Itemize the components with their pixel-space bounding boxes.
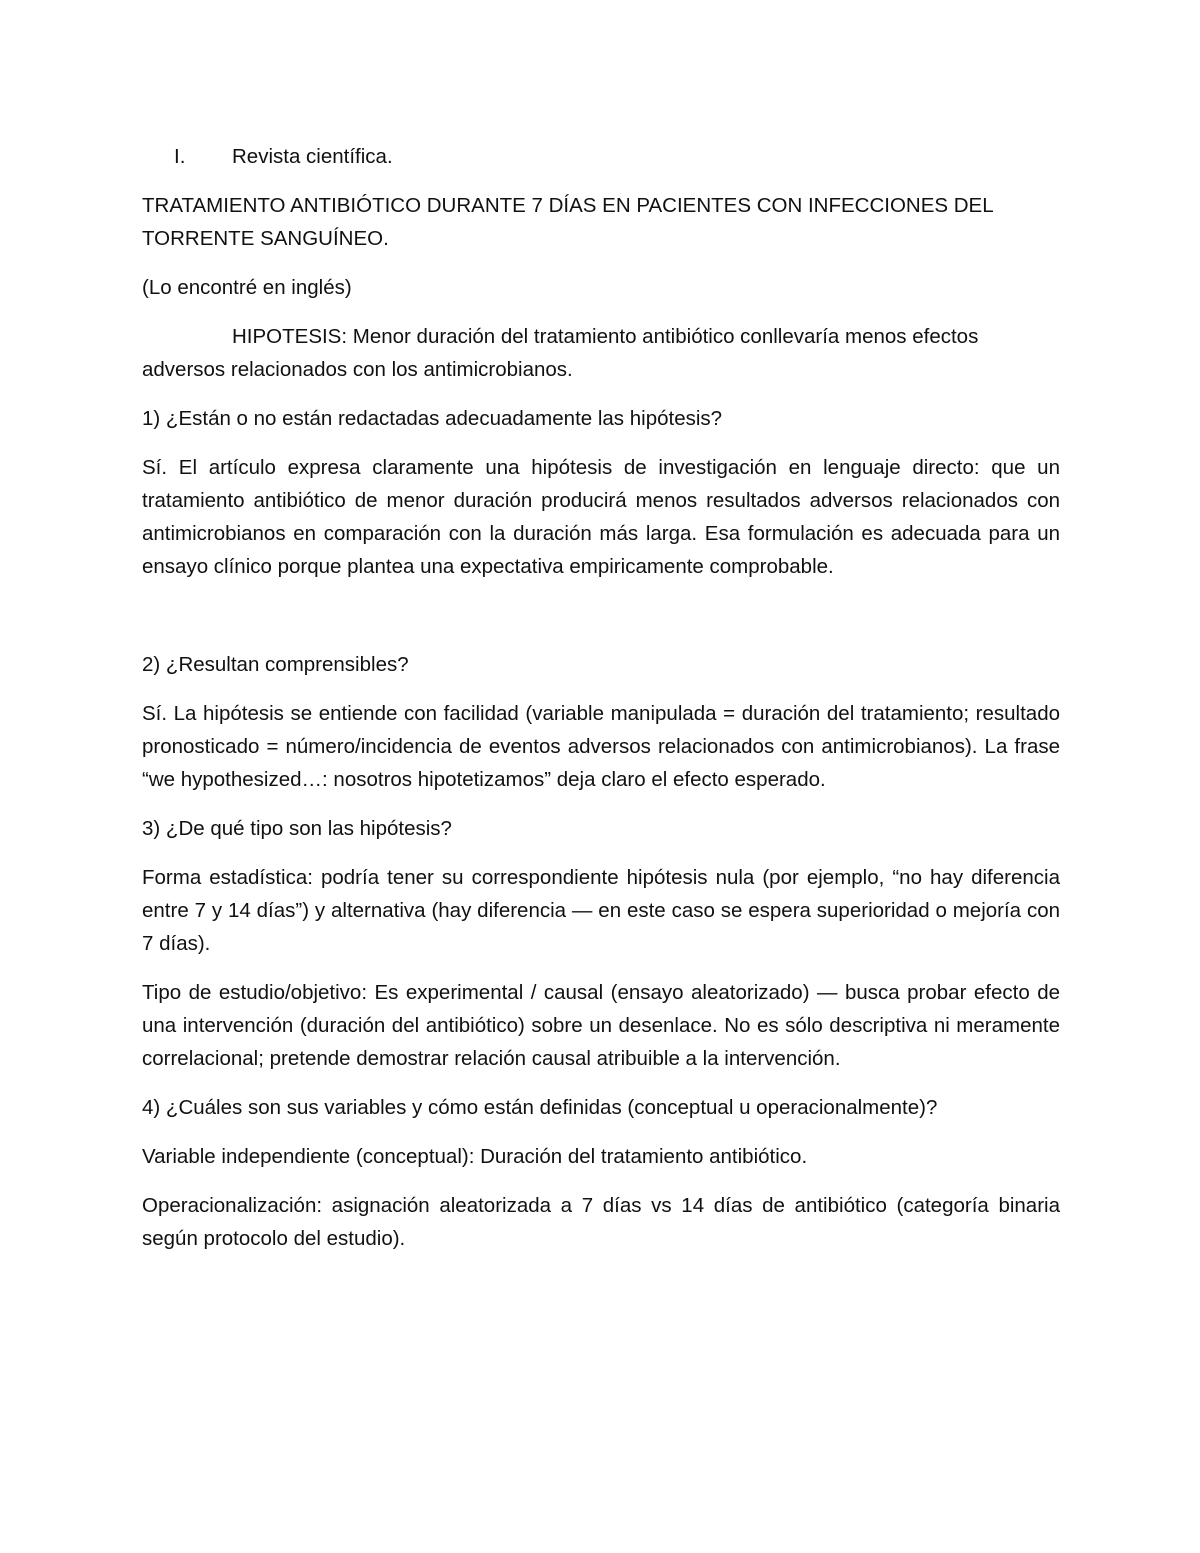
question-4: 4) ¿Cuáles son sus variables y cómo están definidas (conceptual u operacionalmente)? (142, 1096, 938, 1119)
hypothesis-paragraph: HIPOTESIS: Menor duración del tratamiento antibiótico conllevaría menos efectos adversos relacionados con los antimicrobianos. (142, 325, 979, 381)
answer-4-independent-variable: Variable independiente (conceptual): Duración del tratamiento antibiótico. (142, 1145, 808, 1168)
question-2: 2) ¿Resultan comprensibles? (142, 653, 409, 676)
blank-line (142, 599, 1060, 648)
answer-2: Sí. La hipótesis se entiende con facilidad (variable manipulada = duración del tratamiento; resultado pronosticado = número/incidencia de eventos adversos relacionados con antimicrobianos). La frase “we hypothesized…: nosotros hipotetizamos” deja claro el efecto esperado. (142, 702, 1060, 791)
section-number: I. (174, 145, 186, 168)
document-title: TRATAMIENTO ANTIBIÓTICO DURANTE 7 DÍAS EN PACIENTES CON INFECCIONES DEL TORRENTE SANGUÍNEO. (142, 194, 993, 250)
question-1: 1) ¿Están o no están redactadas adecuadamente las hipótesis? (142, 407, 723, 430)
document-body (142, 140, 1060, 1271)
section-heading-text: Revista científica. (232, 145, 393, 168)
question-3: 3) ¿De qué tipo son las hipótesis? (142, 817, 452, 840)
section-heading (142, 140, 1060, 173)
answer-1: Sí. El artículo expresa claramente una hipótesis de investigación en lenguaje directo: que un tratamiento antibiótico de menor duración producirá menos resultados adversos relacionados con antimicrobianos en comparación con la duración más larga. Esa formulación es adecuada para un ensayo clínico porque plantea una expectativa empiricamente comprobable. (142, 456, 1060, 578)
language-note: (Lo encontré en inglés) (142, 276, 352, 299)
answer-4-operationalization: Operacionalización: asignación aleatorizada a 7 días vs 14 días de antibiótico (categoría binaria según protocolo del estudio). (142, 1194, 1060, 1250)
answer-3-study-type: Tipo de estudio/objetivo: Es experimental / causal (ensayo aleatorizado) — busca probar efecto de una intervención (duración del antibiótico) sobre un desenlace. No es sólo descriptiva ni meramente correlacional; pretende demostrar relación causal atribuible a la intervención. (142, 981, 1060, 1070)
answer-3-statistical-form: Forma estadística: podría tener su correspondiente hipótesis nula (por ejemplo, “no hay diferencia entre 7 y 14 días”) y alternativa (hay diferencia — en este caso se espera superioridad o mejoría con 7 días). (142, 866, 1060, 955)
